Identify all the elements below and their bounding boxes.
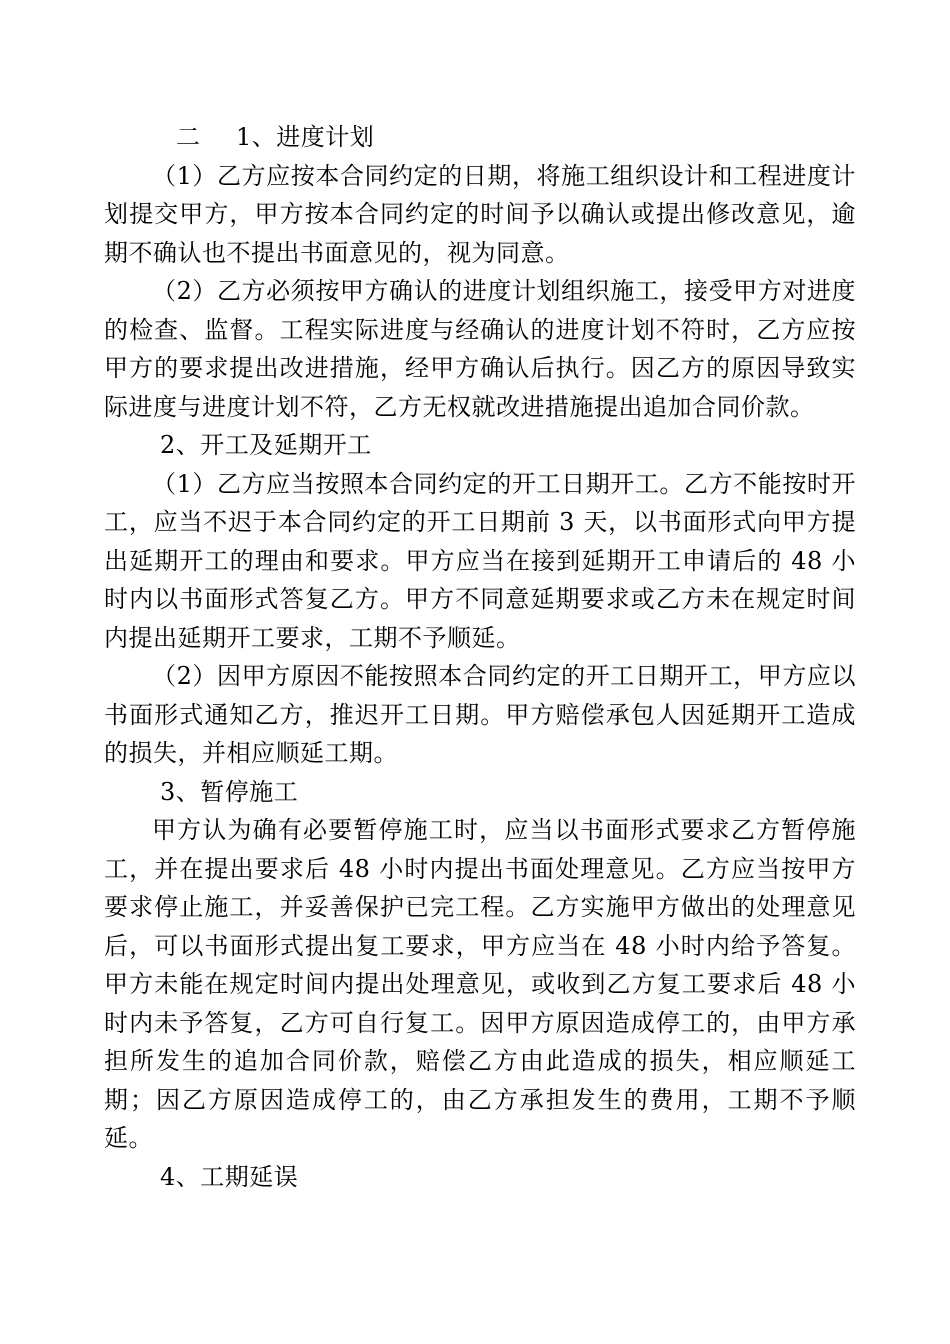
- section-heading-progress-plan: [104, 118, 856, 157]
- paragraph-3-1: 甲方认为确有必要暂停施工时，应当以书面形式要求乙方暂停施工，并在提出要求后 48 小时内提出书面处理意见。乙方应当按甲方要求停止施工，并妥善保护已完工程。乙方实施甲方做出的处理意见后，可以书面形式提出复工要求，甲方应当在 48 小时内给予答复。甲方未能在规定时间内提出处理意见，或收到乙方复工要求后 48 小时内未予答复，乙方可自行复工。因甲方原因造成停工的，由甲方承担所发生的追加合同价款，赔偿乙方由此造成的损失，相应顺延工期；因乙方原因造成停工的，由乙方承担发生的费用，工期不予顺延。: [104, 816, 856, 1152]
- paragraph-2-1: （1）乙方应当按照本合同约定的开工日期开工。乙方不能按时开工，应当不迟于本合同约定的开工日期前 3 天，以书面形式向甲方提出延期开工的理由和要求。甲方应当在接到延期开工申请后的 48 小时内以书面形式答复乙方。甲方不同意延期要求或乙方未在规定时间内提出延期开工要求，工期不予顺延。: [104, 469, 856, 652]
- paragraph-1-1: （1）乙方应按本合同约定的日期，将施工组织设计和工程进度计划提交甲方，甲方按本合同约定的时间予以确认或提出修改意见，逾期不确认也不提出书面意见的，视为同意。: [104, 161, 856, 267]
- heading-progress-plan-text: 1、进度计划: [236, 123, 375, 151]
- document-body: [104, 118, 856, 1196]
- section-mark: 二: [176, 123, 201, 151]
- section-heading-schedule-delay: 4、工期延误: [160, 1162, 299, 1191]
- paragraph-1-2: （2）乙方必须按甲方确认的进度计划组织施工，接受甲方对进度的检查、监督。工程实际进度与经确认的进度计划不符时，乙方应按甲方的要求提出改进措施，经甲方确认后执行。因乙方的原因导致实际进度与进度计划不符，乙方无权就改进措施提出追加合同价款。: [104, 277, 856, 421]
- section-heading-start-delay: 2、开工及延期开工: [160, 431, 372, 459]
- paragraph-2-2: （2）因甲方原因不能按照本合同约定的开工日期开工，甲方应以书面形式通知乙方，推迟开工日期。甲方赔偿承包人因延期开工造成的损失，并相应顺延工期。: [104, 662, 856, 767]
- section-heading-suspension: 3、暂停施工: [160, 777, 299, 806]
